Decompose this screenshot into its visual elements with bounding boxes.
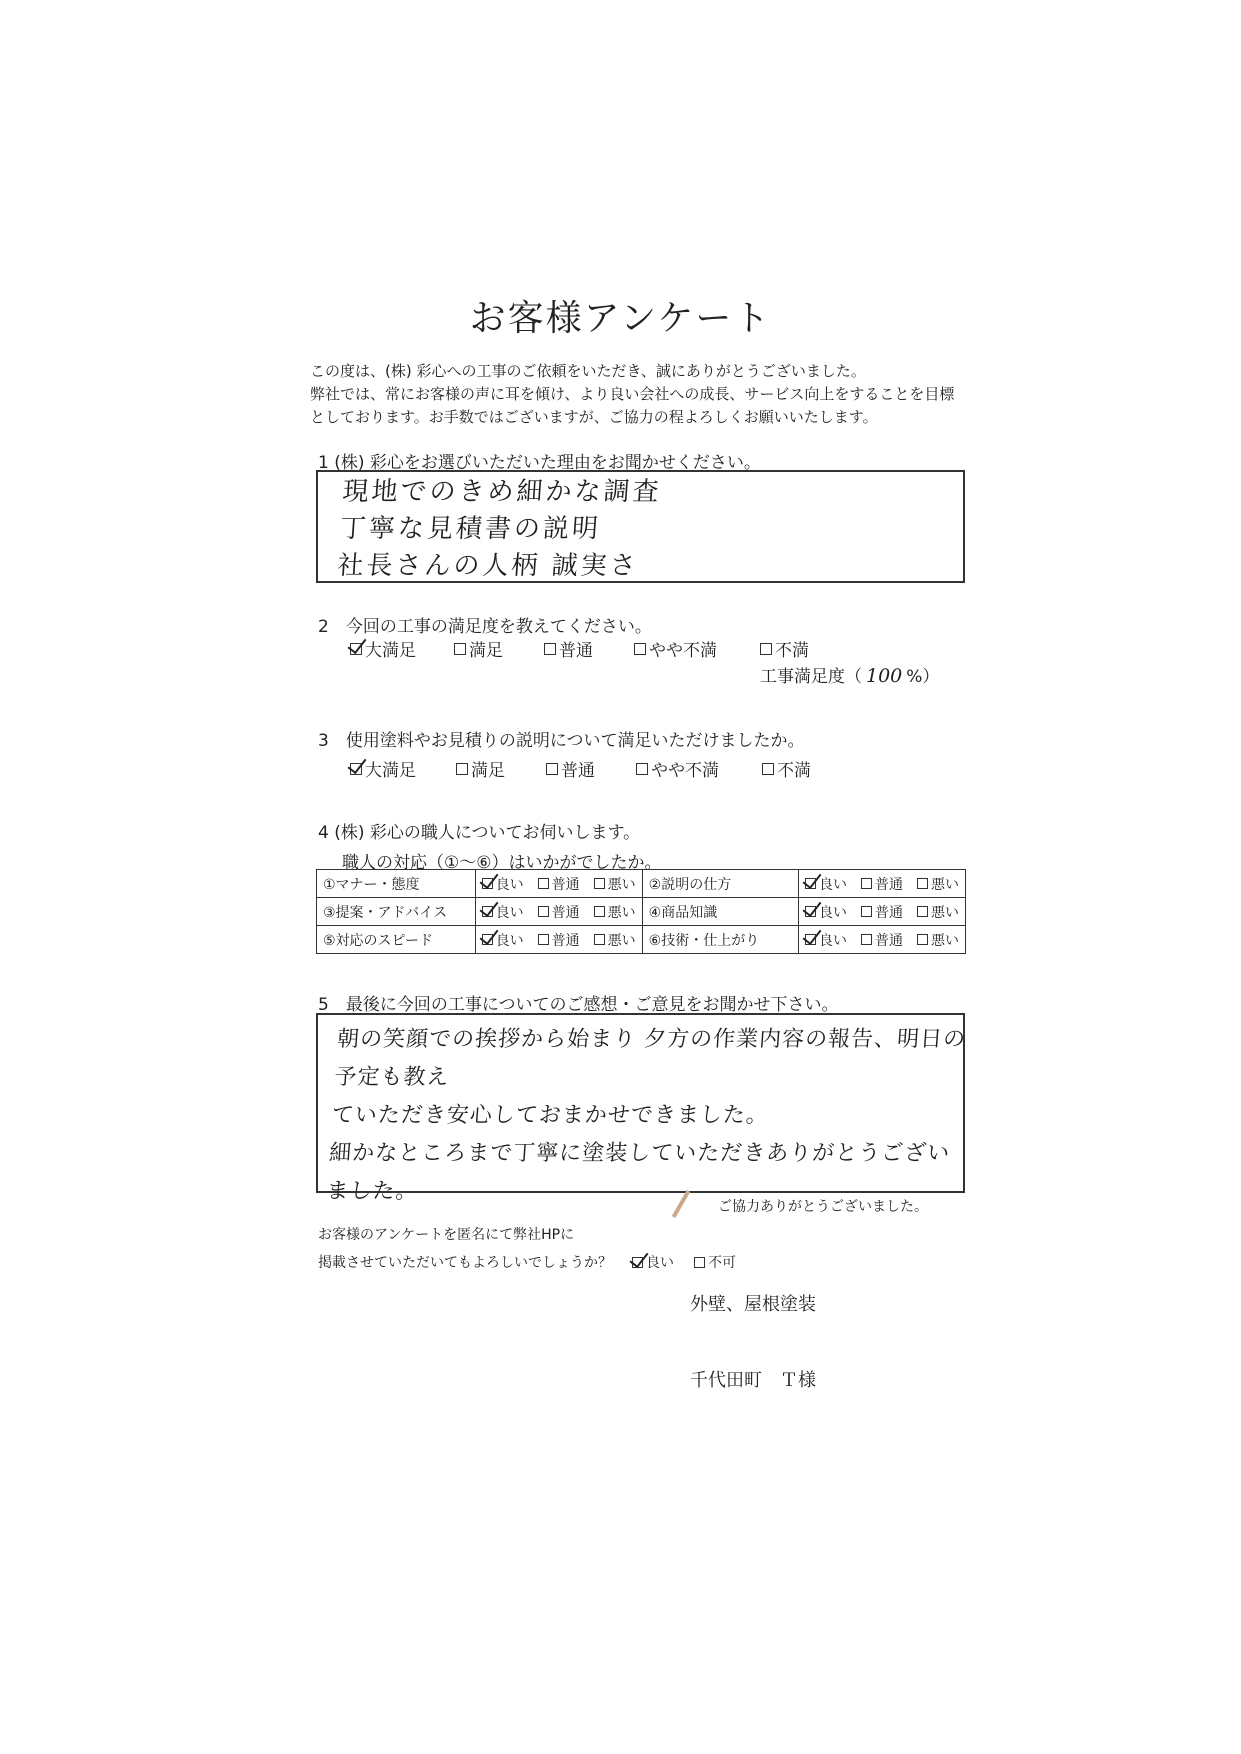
rating-option-label: 悪い [931, 904, 959, 921]
q1-answer-line: 社長さんの人柄 誠実さ [336, 551, 640, 581]
q1-answer-line: 丁寧な見積書の説明 [338, 514, 603, 544]
q5-label: 5 最後に今回の工事についてのご感想・ご意見をお聞かせ下さい。 [318, 995, 839, 1015]
rating-option-label: 普通 [875, 932, 903, 949]
rating-option[interactable] [538, 902, 580, 922]
q5-answer-line: 朝の笑顔での挨拶から始まり 夕方の作業内容の報告、明日の予定も教え [333, 1027, 968, 1090]
q4-sublabel: 職人の対応（①～⑥）はいかがでしたか。 [342, 853, 662, 873]
rating-option[interactable] [861, 902, 903, 922]
rating-option[interactable] [482, 874, 524, 894]
checkbox-checked-icon[interactable] [482, 934, 493, 945]
rating-options [799, 926, 966, 954]
rating-option[interactable] [482, 902, 524, 922]
rating-option[interactable] [805, 930, 847, 950]
rating-option-label: 良い [819, 876, 847, 893]
intro-line: この度は、(株) 彩心への工事のご依頼をいただき、誠にありがとうございました。 [310, 362, 866, 380]
rating-option[interactable] [861, 930, 903, 950]
satisfaction-rate [760, 662, 939, 687]
rating-option-label: 悪い [931, 876, 959, 893]
q3-option[interactable] [350, 756, 456, 781]
rating-option-label: 普通 [875, 904, 903, 921]
publish-option-label: 不可 [708, 1255, 736, 1271]
checkbox-checked-icon[interactable] [350, 643, 362, 655]
q3-option[interactable] [546, 756, 636, 781]
q2-option[interactable] [760, 636, 809, 661]
intro-text [310, 360, 954, 429]
q3-option-label: 普通 [561, 761, 595, 781]
thanks-text: ご協力ありがとうございました。 [718, 1199, 928, 1215]
publish-option[interactable] [632, 1252, 674, 1272]
checkbox-icon[interactable] [917, 906, 928, 917]
rating-option[interactable] [917, 874, 959, 894]
rating-option[interactable] [482, 930, 524, 950]
checkbox-icon[interactable] [917, 934, 928, 945]
rating-option[interactable] [594, 874, 636, 894]
q2-option[interactable] [544, 636, 634, 661]
intro-line: 弊社では、常にお客様の声に耳を傾け、より良い会社への成長、サービス向上をすることを目標 [310, 385, 955, 403]
publish-line1: お客様のアンケートを匿名にて弊社HPに [318, 1227, 575, 1243]
checkbox-icon[interactable] [594, 906, 605, 917]
q2-label: 2 今回の工事の満足度を教えてください。 [318, 617, 652, 637]
checkbox-icon[interactable] [538, 906, 549, 917]
rating-item: ③提案・アドバイス [317, 898, 476, 926]
checkbox-checked-icon[interactable] [805, 906, 816, 917]
checkbox-icon[interactable] [762, 763, 774, 775]
rating-option-label: 悪い [607, 904, 636, 921]
rating-item: ④商品知識 [642, 898, 798, 926]
q2-option[interactable] [634, 636, 760, 661]
intro-line: としております。お手数ではございますが、ご協力の程よろしくお願いいたします。 [310, 408, 878, 426]
rating-option-label: 悪い [607, 932, 636, 949]
checkbox-checked-icon[interactable] [482, 878, 493, 889]
q3-option-label: 満足 [471, 761, 505, 781]
q3-option[interactable] [762, 756, 811, 781]
craftsman-rating-row [317, 926, 966, 954]
q3-options [350, 756, 811, 781]
rating-option[interactable] [594, 902, 636, 922]
checkbox-icon[interactable] [636, 763, 648, 775]
checkbox-icon[interactable] [760, 643, 772, 655]
q3-option[interactable] [636, 756, 762, 781]
satisfaction-rate-value[interactable]: 100 [866, 665, 903, 687]
checkbox-checked-icon[interactable] [632, 1257, 643, 1268]
checkbox-icon[interactable] [634, 643, 646, 655]
checkbox-checked-icon[interactable] [482, 906, 493, 917]
q2-option-label: 満足 [469, 641, 503, 661]
rating-option-label: 普通 [551, 876, 580, 893]
q2-option-label: 不満 [775, 641, 809, 661]
rating-item: ⑤対応のスピード [317, 926, 476, 954]
rating-option[interactable] [538, 874, 580, 894]
checkbox-icon[interactable] [694, 1257, 705, 1268]
rating-option-label: 悪い [931, 932, 959, 949]
checkbox-icon[interactable] [456, 763, 468, 775]
rating-option-label: 普通 [551, 904, 580, 921]
q2-option-label: 大満足 [365, 641, 416, 661]
checkbox-checked-icon[interactable] [350, 763, 362, 775]
q2-option[interactable] [454, 636, 544, 661]
checkbox-icon[interactable] [454, 643, 466, 655]
rating-option-label: 良い [819, 904, 847, 921]
rating-options [799, 870, 966, 898]
rating-option[interactable] [861, 874, 903, 894]
checkbox-checked-icon[interactable] [805, 878, 816, 889]
rating-option[interactable] [805, 874, 847, 894]
checkbox-icon[interactable] [861, 906, 872, 917]
q5-answer-line: ていただき安心しておまかせできました。 [330, 1103, 770, 1128]
checkbox-icon[interactable] [917, 878, 928, 889]
rating-option[interactable] [805, 902, 847, 922]
checkbox-icon[interactable] [594, 934, 605, 945]
publish-option-label: 良い [646, 1255, 674, 1271]
rating-option-label: 良い [495, 876, 524, 893]
satisfaction-rate-label: 工事満足度（ [760, 667, 862, 687]
satisfaction-rate-unit: %） [906, 667, 940, 687]
rating-options [475, 898, 642, 926]
q3-option-label: 大満足 [365, 761, 416, 781]
q1-answer-box [316, 470, 965, 583]
q2-option-label: やや不満 [649, 641, 717, 661]
checkbox-icon[interactable] [861, 878, 872, 889]
q2-option-label: 普通 [559, 641, 593, 661]
q1-answer-line: 現地でのきめ細かな調査 [341, 477, 663, 507]
q2-options [350, 636, 809, 661]
rating-item: ⑥技術・仕上がり [642, 926, 798, 954]
page-title: お客様アンケート [469, 298, 772, 339]
rating-option[interactable] [594, 930, 636, 950]
rating-options [475, 926, 642, 954]
rating-option-label: 良い [495, 904, 524, 921]
rating-option-label: 悪い [607, 876, 636, 893]
checkbox-icon[interactable] [538, 934, 549, 945]
checkbox-icon[interactable] [594, 878, 605, 889]
craftsman-rating-row [317, 870, 966, 898]
checkbox-icon[interactable] [546, 763, 558, 775]
checkbox-icon[interactable] [544, 643, 556, 655]
checkbox-checked-icon[interactable] [805, 934, 816, 945]
publish-line2: 掲載させていただいてもよろしいでしょうか？ [318, 1255, 612, 1271]
rating-option[interactable] [538, 930, 580, 950]
rating-option-label: 良い [819, 932, 847, 949]
work-type: 外壁、屋根塗装 [690, 1294, 816, 1315]
q5-answer-line: 細かなところまで丁寧に塗装していただきありがとうございました。 [325, 1141, 952, 1204]
rating-option[interactable] [917, 902, 959, 922]
rating-options [475, 870, 642, 898]
q1-label: 1 (株) 彩心をお選びいただいた理由をお聞かせください。 [318, 453, 761, 473]
craftsman-rating-table [316, 869, 966, 954]
q3-option-label: 不満 [777, 761, 811, 781]
q3-option-label: やや不満 [651, 761, 719, 781]
q3-label: 3 使用塗料やお見積りの説明について満足いただけましたか。 [318, 731, 805, 751]
rating-item: ①マナー・態度 [317, 870, 476, 898]
rating-item: ②説明の仕方 [642, 870, 798, 898]
publish-consent [318, 1252, 736, 1272]
customer-name: 千代田町 Ｔ様 [690, 1370, 816, 1391]
rating-option-label: 普通 [551, 932, 580, 949]
checkbox-icon[interactable] [861, 934, 872, 945]
checkbox-icon[interactable] [538, 878, 549, 889]
q4-label: 4 (株) 彩心の職人についてお伺いします。 [318, 823, 641, 843]
q5-answer-box [316, 1013, 968, 1204]
publish-option[interactable] [694, 1252, 736, 1272]
rating-option-label: 普通 [875, 876, 903, 893]
rating-option[interactable] [917, 930, 959, 950]
q3-option[interactable] [456, 756, 546, 781]
rating-option-label: 良い [495, 932, 524, 949]
q2-option[interactable] [350, 636, 454, 661]
rating-options [799, 898, 966, 926]
craftsman-rating-row [317, 898, 966, 926]
